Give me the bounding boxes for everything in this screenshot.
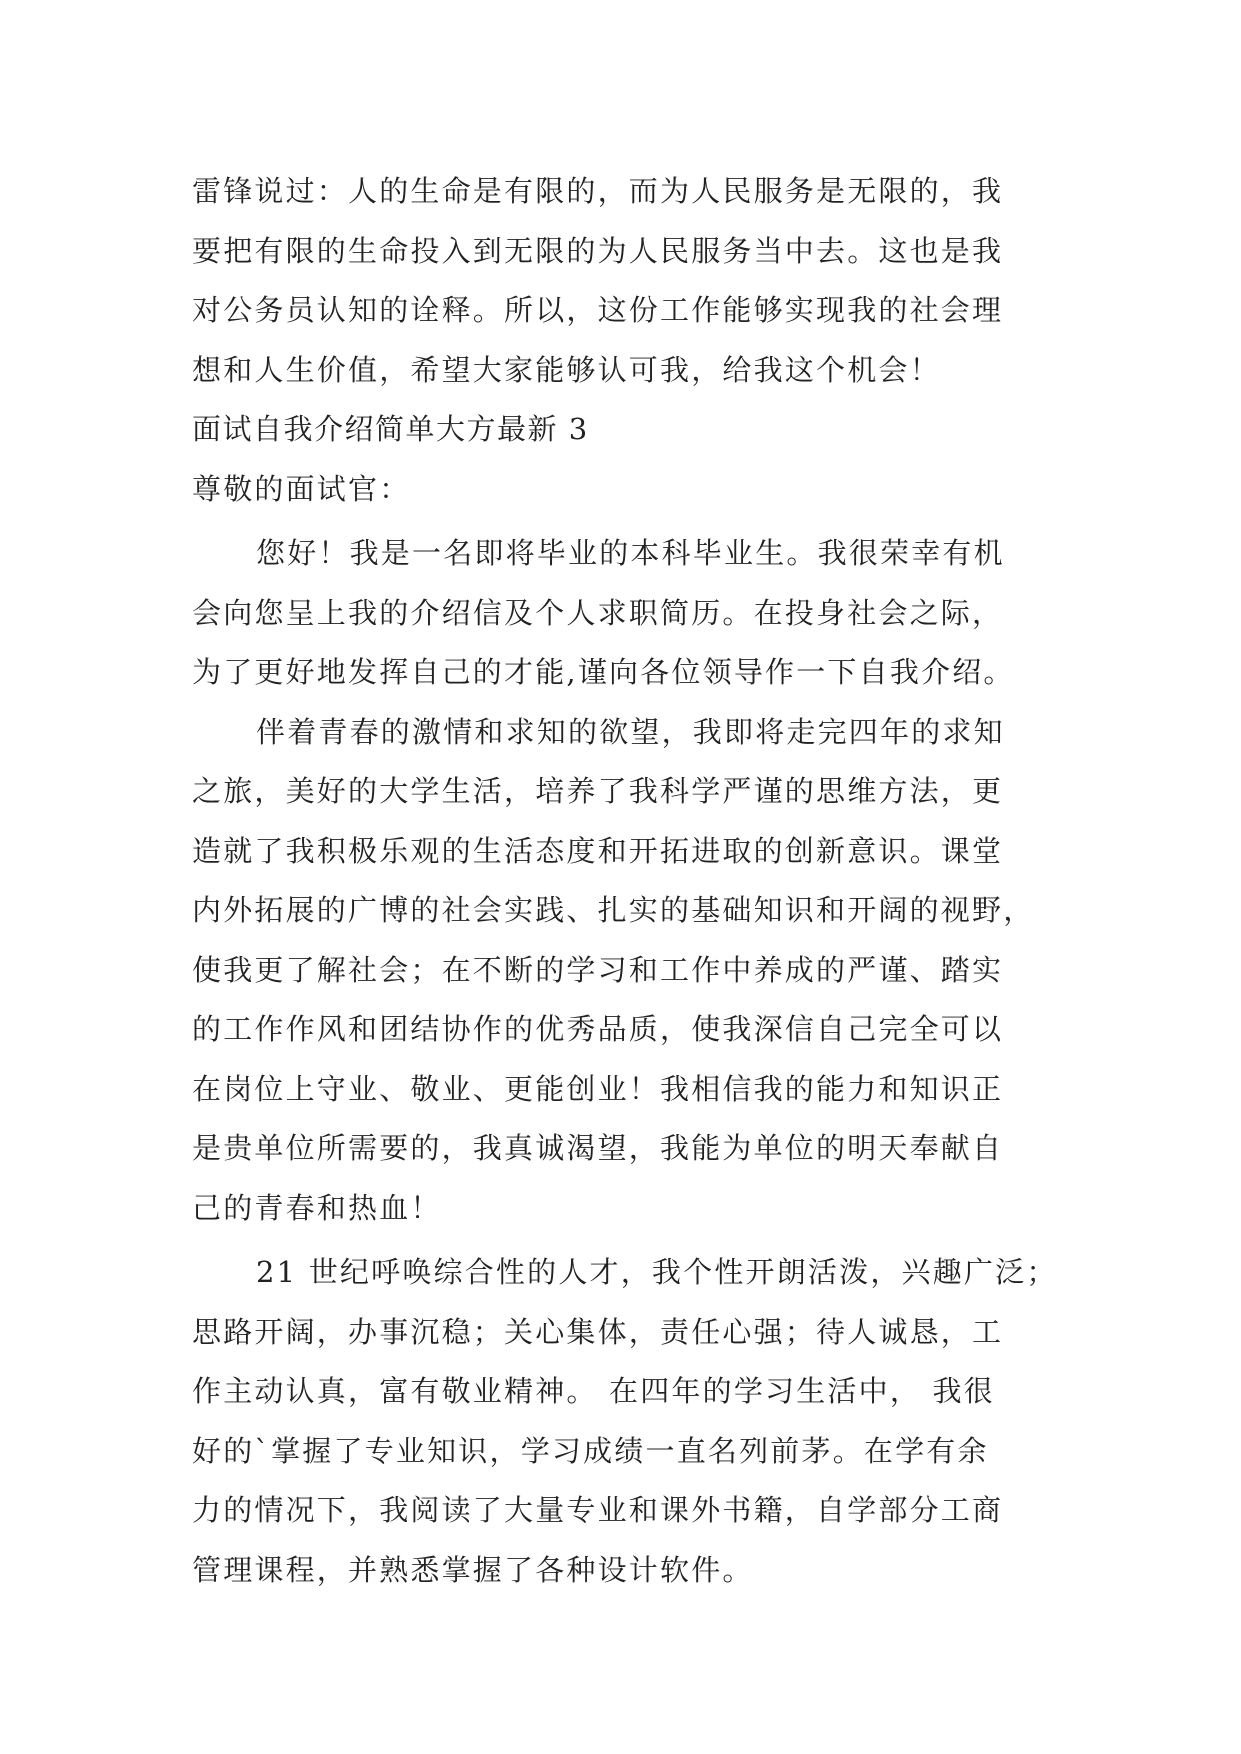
text-line: 对公务员认知的诠释。所以，这份工作能够实现我的社会理 bbox=[192, 293, 1004, 327]
text-line: 为了更好地发挥自己的才能,谨向各位领导作一下自我介绍。 bbox=[192, 655, 1015, 689]
text-line: 要把有限的生命投入到无限的为人民服务当中去。这也是我 bbox=[192, 233, 1004, 268]
text-line: 伴着青春的激情和求知的欲望，我即将走完四年的求知 bbox=[256, 714, 1005, 749]
text-line: 21 世纪呼唤综合性的人才，我个性开朗活泼，兴趣广泛； bbox=[256, 1255, 1058, 1289]
text-line: 的工作作风和团结协作的优秀品质，使我深信自己完全可以 bbox=[192, 1012, 1004, 1046]
text-line: 之旅，美好的大学生活，培养了我科学严谨的思维方法，更 bbox=[192, 774, 1004, 808]
salutation: 尊敬的面试官： bbox=[192, 471, 411, 506]
text-line: 管理课程，并熟悉掌握了各种设计软件。 bbox=[192, 1552, 754, 1587]
text-line: 好的`掌握了专业知识，学习成绩一直名列前茅。在学有余 bbox=[192, 1433, 989, 1468]
text-line: 思路开阔，办事沉稳；关心集体，责任心强；待人诚恳，工 bbox=[192, 1314, 1004, 1349]
text-line: 想和人生价值，希望大家能够认可我，给我这个机会！ bbox=[192, 352, 941, 387]
text-line: 雷锋说过：人的生命是有限的，而为人民服务是无限的，我 bbox=[192, 174, 1004, 208]
text-line: 会向您呈上我的介绍信及个人求职简历。在投身社会之际， bbox=[192, 595, 1004, 630]
document-body bbox=[192, 162, 1060, 1600]
text-line: 您好！我是一名即将毕业的本科毕业生。我很荣幸有机 bbox=[256, 536, 1005, 570]
text-line: 内外拓展的广博的社会实践、扎实的基础知识和开阔的视野， bbox=[192, 893, 1035, 927]
text-line: 作主动认真，富有敬业精神。 在四年的学习生活中， 我很 bbox=[192, 1374, 995, 1408]
text-line: 力的情况下，我阅读了大量专业和课外书籍，自学部分工商 bbox=[192, 1493, 1004, 1527]
text-line: 在岗位上守业、敬业、更能创业！我相信我的能力和知识正 bbox=[192, 1071, 1004, 1106]
text-line: 使我更了解社会；在不断的学习和工作中养成的严谨、踏实 bbox=[192, 952, 1004, 987]
section-heading: 面试自我介绍简单大方最新 3 bbox=[192, 412, 589, 446]
text-line: 是贵单位所需要的，我真诚渴望，我能为单位的明天奉献自 bbox=[192, 1131, 1004, 1165]
text-line: 造就了我积极乐观的生活态度和开拓进取的创新意识。课堂 bbox=[192, 833, 1004, 868]
text-line: 己的青春和热血！ bbox=[192, 1190, 442, 1225]
